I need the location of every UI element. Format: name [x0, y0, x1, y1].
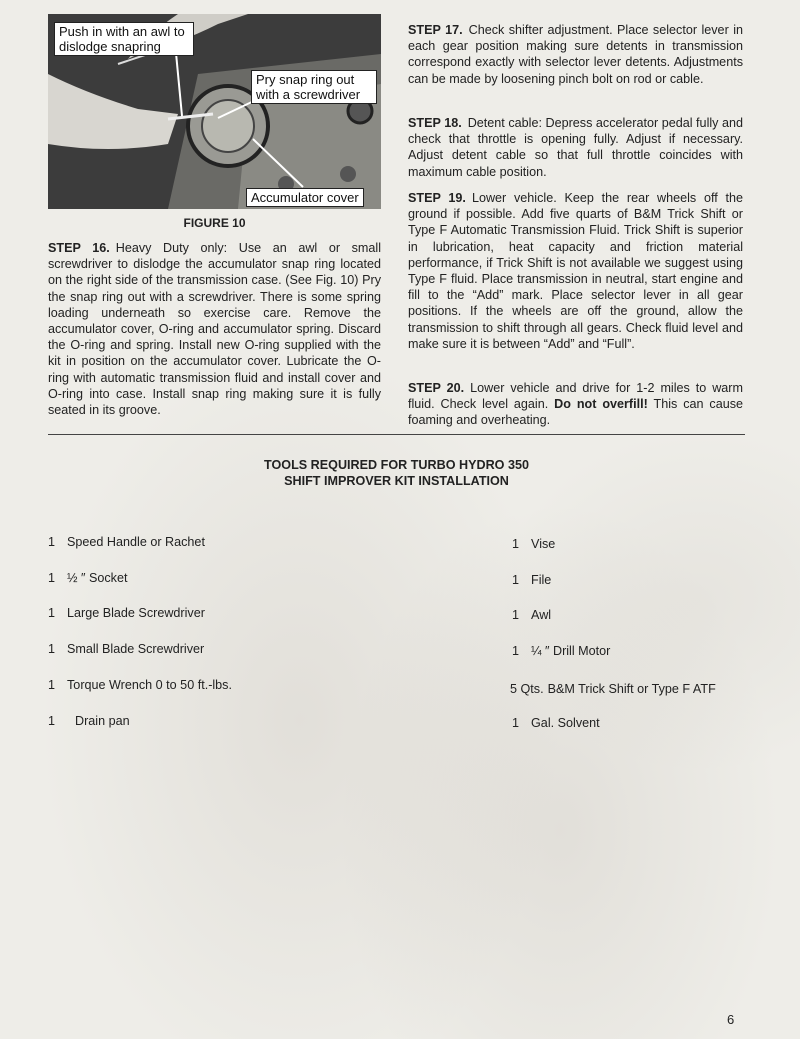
tool-qty: 1 — [48, 714, 56, 728]
step-17-text: Check shifter adjustment. Place selector lever in each gear position making sure detents in transmission correspond exactly with selector lever detents. Adjustments can be made by loosening pinch bolt on rod or cable. — [408, 23, 743, 86]
step-16-label: STEP 16. — [48, 241, 110, 255]
tool-item — [48, 605, 205, 621]
tool-name: Awl — [531, 608, 552, 622]
tool-qty: 1 — [512, 537, 520, 551]
step-20-label: STEP 20. — [408, 381, 465, 395]
tool-item — [512, 572, 551, 588]
step-19-text: Lower vehicle. Keep the rear wheels off the ground if possible. Add five quarts of B&M Trick Shift or Type F Automatic Transmission Fluid. Trick Shift is superior in lubrication, heat capacity and friction material performance, if Trick Shift is not available we suggest using Type F fluid. Place transmission in neutral, start engine and fill to the “Add” mark. Place selector lever in all gear positions. If the wheels are off the ground, allow the transmission to shift through all gears. Check fluid level and make sure it is between “Add” and “Full”. — [408, 191, 744, 351]
tool-qty: 1 — [48, 678, 56, 692]
tool-item — [48, 677, 232, 693]
tool-name: Torque Wrench 0 to 50 ft.-lbs. — [67, 678, 232, 692]
tool-item — [48, 713, 130, 729]
tool-qty: 1 — [512, 716, 520, 730]
step-18-label: STEP 18. — [408, 116, 462, 130]
awl-callout: Push in with an awl to dislodge snapring — [54, 22, 194, 56]
tool-item — [48, 641, 204, 657]
tool-qty: 1 — [48, 535, 56, 549]
tool-qty: 1 — [48, 571, 56, 585]
step-19-paragraph — [408, 190, 743, 352]
tool-name: Large Blade Screwdriver — [67, 606, 205, 620]
step-20-warning: Do not overfill! — [554, 397, 648, 412]
tool-name: Vise — [531, 537, 556, 551]
tool-name: Gal. Solvent — [531, 716, 600, 730]
tool-name: B&M Trick Shift or Type F ATF — [547, 682, 716, 696]
step-17-paragraph — [408, 22, 743, 87]
figure-10-photo — [48, 14, 381, 209]
tool-qty: 1 — [512, 644, 520, 658]
tool-qty: 1 — [48, 642, 56, 656]
step-19-label: STEP 19. — [408, 191, 466, 205]
tool-name: Speed Handle or Rachet — [67, 535, 205, 549]
tool-item — [512, 607, 551, 623]
tool-qty: 1 — [512, 608, 520, 622]
tool-name: Drain pan — [75, 714, 130, 728]
tool-item — [512, 715, 600, 731]
tool-item — [48, 570, 127, 586]
tool-item — [48, 534, 205, 550]
tool-qty: 5 Qts. — [510, 682, 544, 696]
section-divider — [48, 434, 745, 435]
screwdriver-callout: Pry snap ring out with a screwdriver — [251, 70, 377, 104]
tool-qty: 1 — [48, 606, 56, 620]
tool-name: Small Blade Screwdriver — [67, 642, 205, 656]
tool-qty: 1 — [512, 573, 520, 587]
tool-item — [512, 643, 610, 659]
step-18-text: Detent cable: Depress accelerator pedal fully and check that throttle is opening fully. Adjust if necessary. Adjust detent cable so that full throttle coincides with maximum cable position. — [408, 116, 743, 179]
tools-title-line-2: SHIFT IMPROVER KIT INSTALLATION — [284, 474, 509, 488]
tools-title — [48, 457, 745, 489]
tool-name: ½ ″ Socket — [67, 571, 128, 585]
figure-caption: FIGURE 10 — [183, 216, 246, 230]
accumulator-cover-callout: Accumulator cover — [246, 188, 364, 207]
step-16-text: Heavy Duty only: Use an awl or small screwdriver to dislodge the accumulator snap ring located on the right side of the transmission case. (See Fig. 10) Pry the snap ring out with a screwdriver. There is some spring loading underneath so exercise care. Remove the accumulator cover, O-ring and accumulator spring. Discard the O-ring and spring. Install new O-ring supplied with the kit in position on the accumulator cover. Lubricate the O-ring with automatic transmission fluid and install cover and O-ring into case. Install snap ring making sure it is fully seated in its groove. — [48, 241, 381, 418]
tool-name: File — [531, 573, 552, 587]
step-16-paragraph — [48, 240, 381, 418]
step-18-paragraph — [408, 115, 743, 180]
tool-item — [510, 681, 716, 697]
step-20-text: Lower vehicle and drive for 1-2 miles to warm fluid. Check level again. — [408, 381, 743, 412]
tool-name: ¼ ″ Drill Motor — [531, 644, 611, 658]
step-17-label: STEP 17. — [408, 23, 463, 37]
step-20-paragraph — [408, 380, 743, 429]
tool-item — [512, 536, 555, 552]
tools-title-line-1: TOOLS REQUIRED FOR TURBO HYDRO 350 — [264, 458, 529, 472]
step-20-text-after: This can cause foaming and overheating. — [408, 397, 744, 428]
page-number: 6 — [727, 1012, 735, 1027]
